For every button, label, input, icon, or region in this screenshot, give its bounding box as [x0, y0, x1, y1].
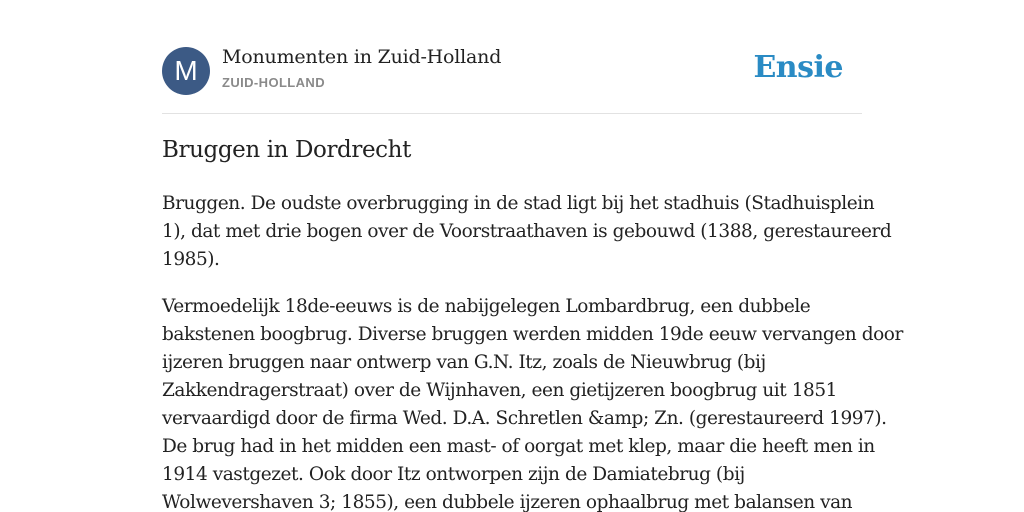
avatar[interactable]: M: [162, 47, 210, 95]
site-subtitle: ZUID-HOLLAND: [222, 75, 326, 90]
paragraph-line: 1985).: [162, 249, 220, 270]
paragraph-line: Vermoedelijk 18de-eeuws is de nabijgelegen Lombardbrug, een dubbele: [162, 296, 811, 317]
article-title: Bruggen in Dordrecht: [162, 137, 411, 163]
paragraph-line: De brug had in het midden een mast- of oorgat met klep, maar die heeft men in: [162, 436, 875, 457]
paragraph-line: Wolwevershaven 3; 1855), een dubbele ijzeren ophaalbrug met balansen van: [162, 492, 853, 512]
article-body: [162, 190, 903, 512]
paragraph-line: vervaardigd door de firma Wed. D.A. Schretlen &amp; Zn. (gerestaureerd 1997).: [162, 408, 887, 429]
paragraph-line: 1914 vastgezet. Ook door Itz ontworpen zijn de Damiatebrug (bij: [162, 464, 745, 485]
site-header: [162, 46, 862, 96]
header-divider: [162, 113, 862, 114]
paragraph-line: bakstenen boogbrug. Diverse bruggen werden midden 19de eeuw vervangen door: [162, 324, 903, 345]
paragraph-line: 1), dat met drie bogen over de Voorstraathaven is gebouwd (1388, gerestaureerd: [162, 221, 892, 242]
site-title-link[interactable]: Monumenten in Zuid-Holland: [222, 46, 502, 68]
brand-logo[interactable]: Ensie: [753, 50, 843, 85]
paragraph-line: Bruggen. De oudste overbrugging in de stad ligt bij het stadhuis (Stadhuisplein: [162, 193, 875, 214]
article-paragraph: [162, 190, 892, 274]
paragraph-line: ijzeren bruggen naar ontwerp van G.N. Itz, zoals de Nieuwbrug (bij: [162, 352, 766, 373]
paragraph-line: Zakkendragerstraat) over de Wijnhaven, een gietijzeren boogbrug uit 1851: [162, 380, 837, 401]
article-paragraph: [162, 293, 903, 512]
